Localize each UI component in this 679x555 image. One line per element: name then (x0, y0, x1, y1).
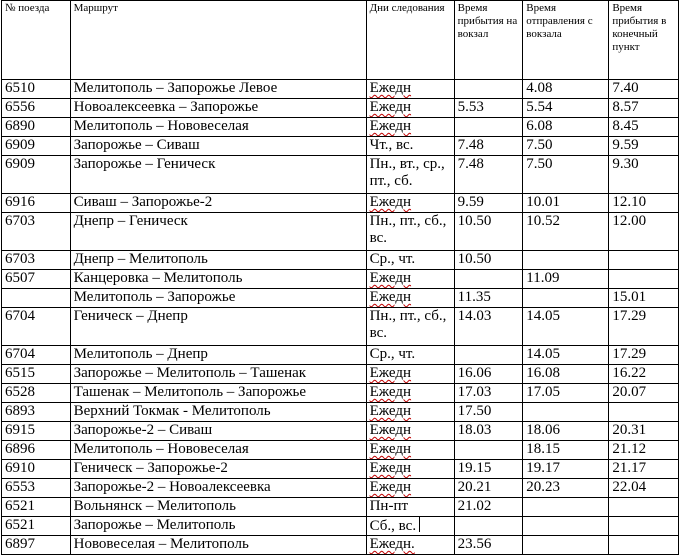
cell-arrival-final[interactable] (609, 270, 679, 289)
cell-departure-station-text: 19.17 (526, 460, 561, 476)
cell-departure-station[interactable] (523, 137, 609, 156)
cell-train-number-text: 6510 (5, 80, 35, 96)
cell-train-number-text: 6704 (5, 346, 35, 362)
cell-route[interactable] (70, 194, 366, 213)
header-row (2, 1, 679, 80)
cell-arrival-station-text: 7.48 (457, 137, 484, 153)
cell-route-text: Днепр – Геническ (73, 213, 188, 229)
cell-route-text: Новоалексеевка – Запорожье (73, 99, 259, 115)
cell-days-text: Ежедн (369, 118, 412, 134)
cell-train-number-text: 6897 (5, 536, 35, 552)
cell-departure-station[interactable] (523, 365, 609, 384)
cell-arrival-final[interactable] (609, 460, 679, 479)
cell-arrival-station[interactable] (454, 251, 523, 270)
cell-days-text: Ежедн (369, 441, 412, 457)
cell-route[interactable] (70, 213, 366, 251)
cell-train-number[interactable] (2, 289, 71, 308)
cell-arrival-final[interactable] (609, 517, 679, 536)
cell-arrival-final-text: 8.45 (612, 118, 639, 134)
cell-arrival-final[interactable] (609, 99, 679, 118)
cell-days-text: Ежедн (369, 422, 412, 438)
cell-arrival-station[interactable] (454, 479, 523, 498)
cell-train-number[interactable] (2, 403, 71, 422)
cell-arrival-final-text: 17.29 (612, 308, 647, 324)
cell-arrival-final[interactable] (609, 498, 679, 517)
cell-route[interactable] (70, 156, 366, 194)
cell-arrival-station[interactable] (454, 498, 523, 517)
table-row (2, 80, 679, 99)
cell-days[interactable] (366, 99, 454, 118)
cell-departure-station[interactable] (523, 536, 609, 555)
cell-route-text: Мелитополь – Запорожье (73, 289, 236, 305)
cell-arrival-final[interactable] (609, 346, 679, 365)
cell-train-number[interactable] (2, 365, 71, 384)
table-row (2, 213, 679, 251)
cell-route[interactable] (70, 536, 366, 555)
cell-days-text: Ежедн (369, 289, 412, 305)
cell-days-text: Пн-пт (369, 498, 409, 514)
cell-departure-station-text: 14.05 (526, 346, 561, 362)
cell-arrival-station-text: 5.53 (457, 99, 484, 115)
table-row (2, 156, 679, 194)
table-row (2, 384, 679, 403)
cell-arrival-station-text: 18.03 (457, 422, 492, 438)
cell-arrival-station-text: 10.50 (457, 213, 492, 229)
cell-arrival-final[interactable] (609, 213, 679, 251)
cell-departure-station-text: 18.15 (526, 441, 561, 457)
cell-route-text: Геническ – Днепр (73, 308, 188, 324)
cell-arrival-final-text: 12.00 (612, 213, 647, 229)
cell-route[interactable] (70, 346, 366, 365)
cell-departure-station-text: 5.54 (526, 99, 553, 115)
table-row (2, 460, 679, 479)
cell-days-text: Ежедн (369, 479, 412, 495)
cell-arrival-final[interactable] (609, 251, 679, 270)
cell-route-text: Мелитополь – Запорожье Левое (73, 80, 278, 96)
cell-days[interactable] (366, 213, 454, 251)
cell-train-number[interactable] (2, 308, 71, 346)
cell-departure-station-text: 7.50 (526, 156, 553, 172)
cell-arrival-final-text: 21.17 (612, 460, 647, 476)
cell-departure-station-text: 10.01 (526, 194, 561, 210)
cell-arrival-final[interactable] (609, 441, 679, 460)
cell-arrival-station[interactable] (454, 365, 523, 384)
cell-departure-station[interactable] (523, 346, 609, 365)
cell-route-text: Мелитополь – Нововеселая (73, 118, 249, 134)
cell-days[interactable] (366, 384, 454, 403)
cell-days[interactable] (366, 308, 454, 346)
header-days: Дни следования (366, 1, 454, 80)
cell-route-text: Нововеселая – Мелитополь (73, 536, 249, 552)
cell-train-number[interactable] (2, 422, 71, 441)
cell-days[interactable] (366, 137, 454, 156)
cell-train-number[interactable] (2, 194, 71, 213)
cell-route[interactable] (70, 479, 366, 498)
cell-departure-station[interactable] (523, 289, 609, 308)
table-row (2, 194, 679, 213)
cell-days[interactable] (366, 536, 454, 555)
cell-arrival-final[interactable] (609, 118, 679, 137)
cell-train-number[interactable] (2, 346, 71, 365)
cell-train-number-text: 6896 (5, 441, 35, 457)
cell-train-number-text: 6703 (5, 213, 35, 229)
cell-arrival-final[interactable] (609, 403, 679, 422)
cell-departure-station[interactable] (523, 460, 609, 479)
cell-arrival-final-text: 8.57 (612, 99, 639, 115)
cell-days-text: Ежедн. (369, 536, 415, 552)
cell-route-text: Мелитополь – Днепр (73, 346, 208, 362)
cell-route[interactable] (70, 289, 366, 308)
cell-days[interactable] (366, 346, 454, 365)
cell-arrival-station-text: 7.48 (457, 156, 484, 172)
cell-route[interactable] (70, 460, 366, 479)
cell-departure-station[interactable] (523, 156, 609, 194)
cell-route-text: Верхний Токмак - Мелитополь (73, 403, 271, 419)
cell-days-text: Ежедн (369, 270, 412, 286)
cell-train-number[interactable] (2, 118, 71, 137)
cell-route-text: Вольнянск – Мелитополь (73, 498, 236, 514)
cell-train-number[interactable] (2, 137, 71, 156)
cell-arrival-station[interactable] (454, 270, 523, 289)
cell-days-text: Пн., пт., сб., вс. (369, 213, 447, 246)
cell-arrival-final[interactable] (609, 194, 679, 213)
cell-arrival-final[interactable] (609, 308, 679, 346)
cell-departure-station[interactable] (523, 213, 609, 251)
cell-arrival-station[interactable] (454, 289, 523, 308)
cell-days-text: Ежедн (369, 384, 412, 400)
cell-departure-station-text: 11.09 (526, 270, 560, 286)
cell-route[interactable] (70, 251, 366, 270)
cell-days[interactable] (366, 517, 454, 536)
table-row (2, 270, 679, 289)
table-row (2, 517, 679, 536)
cell-route[interactable] (70, 365, 366, 384)
cell-arrival-final-text: 22.04 (612, 479, 647, 495)
cell-train-number-text: 6915 (5, 422, 35, 438)
cell-arrival-station-text: 9.59 (457, 194, 484, 210)
cell-departure-station[interactable] (523, 384, 609, 403)
cell-arrival-station[interactable] (454, 156, 523, 194)
cell-days[interactable] (366, 422, 454, 441)
cell-route[interactable] (70, 99, 366, 118)
cell-departure-station-text: 20.23 (526, 479, 561, 495)
cell-arrival-final[interactable] (609, 365, 679, 384)
cell-route-text: Запорожье – Сиваш (73, 137, 200, 153)
cell-route-text: Запорожье-2 – Новоалексеевка (73, 479, 271, 495)
table-row (2, 365, 679, 384)
cell-days-text: Ср., чт. (369, 346, 416, 362)
cell-departure-station-text: 16.08 (526, 365, 561, 381)
cell-arrival-final-text: 16.22 (612, 365, 647, 381)
cell-days[interactable] (366, 251, 454, 270)
cell-arrival-station[interactable] (454, 80, 523, 99)
cell-departure-station-text: 4.08 (526, 80, 553, 96)
cell-train-number[interactable] (2, 479, 71, 498)
cell-departure-station[interactable] (523, 251, 609, 270)
cell-route-text: Канцеровка – Мелитополь (73, 270, 243, 286)
cell-departure-station[interactable] (523, 118, 609, 137)
cell-route[interactable] (70, 308, 366, 346)
cell-train-number-text: 6553 (5, 479, 35, 495)
cell-arrival-final-text: 9.59 (612, 137, 639, 153)
cell-arrival-final[interactable] (609, 80, 679, 99)
cell-days-text: Сб., вс. (369, 518, 417, 534)
cell-days[interactable] (366, 80, 454, 99)
cell-route-text: Запорожье – Геническ (73, 156, 216, 172)
cell-arrival-final[interactable] (609, 156, 679, 194)
cell-departure-station[interactable] (523, 308, 609, 346)
cell-days[interactable] (366, 479, 454, 498)
cell-departure-station-text: 17.05 (526, 384, 561, 400)
cell-train-number-text: 6507 (5, 270, 35, 286)
table-row (2, 498, 679, 517)
cell-train-number[interactable] (2, 517, 71, 536)
cell-train-number[interactable] (2, 384, 71, 403)
cell-train-number-text: 6916 (5, 194, 35, 210)
cell-departure-station-text: 10.52 (526, 213, 561, 229)
cell-route[interactable] (70, 403, 366, 422)
cell-route[interactable] (70, 441, 366, 460)
cell-days[interactable] (366, 403, 454, 422)
table-row (2, 479, 679, 498)
cell-days[interactable] (366, 441, 454, 460)
cell-route[interactable] (70, 118, 366, 137)
cell-train-number-text: 6521 (5, 498, 35, 514)
cell-arrival-final[interactable] (609, 422, 679, 441)
cell-train-number-text: 6515 (5, 365, 35, 381)
cell-departure-station-text: 6.08 (526, 118, 553, 134)
table-row (2, 137, 679, 156)
cell-route-text: Ташенак – Мелитополь – Запорожье (73, 384, 307, 400)
table-row (2, 308, 679, 346)
cell-route-text: Сиваш – Запорожье-2 (73, 194, 213, 210)
train-schedule-table (1, 0, 679, 555)
cell-arrival-station-text: 10.50 (457, 251, 492, 267)
cell-train-number[interactable] (2, 251, 71, 270)
cell-arrival-station-text: 17.03 (457, 384, 492, 400)
cell-arrival-station[interactable] (454, 213, 523, 251)
cell-train-number[interactable] (2, 498, 71, 517)
cell-train-number-text: 6528 (5, 384, 35, 400)
cell-arrival-final-text: 7.40 (612, 80, 639, 96)
cell-arrival-station[interactable] (454, 308, 523, 346)
cell-route[interactable] (70, 270, 366, 289)
cell-arrival-final-text: 20.07 (612, 384, 647, 400)
cell-route[interactable] (70, 137, 366, 156)
cell-train-number-text: 6521 (5, 517, 35, 533)
cell-arrival-station-text: 16.06 (457, 365, 492, 381)
cell-arrival-final-text: 21.12 (612, 441, 647, 457)
cell-days-text: Пн., вт., ср., пт., сб. (369, 156, 445, 189)
cell-train-number[interactable] (2, 270, 71, 289)
cell-arrival-station[interactable] (454, 517, 523, 536)
table-row (2, 536, 679, 555)
cell-arrival-station[interactable] (454, 194, 523, 213)
cell-days[interactable] (366, 460, 454, 479)
cell-train-number[interactable] (2, 536, 71, 555)
cell-departure-station[interactable] (523, 99, 609, 118)
cell-arrival-final-text: 20.31 (612, 422, 647, 438)
cell-arrival-station-text: 19.15 (457, 460, 492, 476)
cell-route-text: Запорожье-2 – Сиваш (73, 422, 213, 438)
cell-days-text: Ежедн (369, 194, 412, 210)
table-row (2, 441, 679, 460)
cell-departure-station[interactable] (523, 270, 609, 289)
cell-departure-station-text: 18.06 (526, 422, 561, 438)
cell-arrival-station[interactable] (454, 118, 523, 137)
cell-departure-station[interactable] (523, 422, 609, 441)
cell-arrival-station-text: 11.35 (457, 289, 491, 305)
header-train-number: № поезда (2, 1, 71, 80)
cell-arrival-final-text: 15.01 (612, 289, 647, 305)
cell-arrival-station[interactable] (454, 536, 523, 555)
cell-days-text: Ежедн (369, 365, 412, 381)
cell-arrival-final[interactable] (609, 137, 679, 156)
cell-arrival-final[interactable] (609, 479, 679, 498)
cell-arrival-final[interactable] (609, 384, 679, 403)
cell-arrival-final[interactable] (609, 289, 679, 308)
cell-arrival-station[interactable] (454, 403, 523, 422)
cell-route-text: Запорожье – Мелитополь (73, 517, 236, 533)
table-row (2, 251, 679, 270)
cell-route-text: Запорожье – Мелитополь – Ташенак (73, 365, 307, 381)
cell-days-text: Чт., вс. (369, 137, 414, 153)
cell-arrival-station[interactable] (454, 99, 523, 118)
cell-train-number-text: 6703 (5, 251, 35, 267)
cell-arrival-final[interactable] (609, 536, 679, 555)
cell-arrival-station[interactable] (454, 384, 523, 403)
cell-departure-station-text: 14.05 (526, 308, 561, 324)
cell-days-text: Ежедн (369, 403, 412, 419)
header-arrival-final: Время прибытия в конечный пункт (609, 1, 679, 80)
cell-departure-station[interactable] (523, 194, 609, 213)
cell-arrival-final-text: 9.30 (612, 156, 639, 172)
table-row (2, 99, 679, 118)
cell-train-number[interactable] (2, 99, 71, 118)
cell-days-text: Ежедн (369, 460, 412, 476)
cell-train-number-text: 6890 (5, 118, 35, 134)
text-cursor (419, 517, 420, 532)
cell-arrival-station-text: 23.56 (457, 536, 492, 552)
cell-days-text: Ежедн (369, 80, 412, 96)
cell-train-number-text: 6556 (5, 99, 35, 115)
cell-days[interactable] (366, 156, 454, 194)
header-route: Маршрут (70, 1, 366, 80)
cell-route-text: Днепр – Мелитополь (73, 251, 208, 267)
cell-train-number-text: 6909 (5, 156, 35, 172)
cell-departure-station[interactable] (523, 517, 609, 536)
cell-train-number[interactable] (2, 441, 71, 460)
table-row (2, 289, 679, 308)
cell-train-number[interactable] (2, 80, 71, 99)
cell-route[interactable] (70, 384, 366, 403)
cell-days-text: Пн., пт., сб., вс. (369, 308, 447, 341)
header-arrival-station: Время прибытия на вокзал (454, 1, 523, 80)
cell-days[interactable] (366, 498, 454, 517)
cell-days[interactable] (366, 365, 454, 384)
cell-train-number-text: 6910 (5, 460, 35, 476)
cell-departure-station-text: 7.50 (526, 137, 553, 153)
cell-departure-station[interactable] (523, 80, 609, 99)
table-row (2, 118, 679, 137)
cell-route[interactable] (70, 498, 366, 517)
cell-route-text: Мелитополь – Нововеселая (73, 441, 249, 457)
cell-departure-station[interactable] (523, 479, 609, 498)
cell-arrival-station-text: 17.50 (457, 403, 492, 419)
cell-days[interactable] (366, 289, 454, 308)
cell-train-number-text: 6909 (5, 137, 35, 153)
cell-arrival-final-text: 12.10 (612, 194, 647, 210)
cell-departure-station[interactable] (523, 403, 609, 422)
cell-train-number-text: 6704 (5, 308, 35, 324)
table-row (2, 422, 679, 441)
cell-arrival-station[interactable] (454, 346, 523, 365)
cell-train-number[interactable] (2, 156, 71, 194)
cell-arrival-station[interactable] (454, 441, 523, 460)
cell-arrival-station-text: 20.21 (457, 479, 492, 495)
cell-days-text: Ср., чт. (369, 251, 416, 267)
cell-days[interactable] (366, 194, 454, 213)
cell-days-text: Ежедн (369, 99, 412, 115)
cell-route-text: Геническ – Запорожье-2 (73, 460, 228, 476)
cell-arrival-station[interactable] (454, 422, 523, 441)
table-row (2, 403, 679, 422)
cell-arrival-final-text: 17.29 (612, 346, 647, 362)
cell-arrival-station-text: 14.03 (457, 308, 492, 324)
cell-departure-station[interactable] (523, 441, 609, 460)
cell-arrival-station[interactable] (454, 137, 523, 156)
cell-train-number[interactable] (2, 213, 71, 251)
cell-route[interactable] (70, 517, 366, 536)
cell-train-number-text: 6893 (5, 403, 35, 419)
cell-days[interactable] (366, 270, 454, 289)
cell-route[interactable] (70, 422, 366, 441)
cell-departure-station[interactable] (523, 498, 609, 517)
cell-route[interactable] (70, 80, 366, 99)
cell-arrival-station-text: 21.02 (457, 498, 492, 514)
table-row (2, 346, 679, 365)
cell-train-number[interactable] (2, 460, 71, 479)
header-departure-station: Время отправления с вокзала (523, 1, 609, 80)
cell-arrival-station[interactable] (454, 460, 523, 479)
cell-days[interactable] (366, 118, 454, 137)
